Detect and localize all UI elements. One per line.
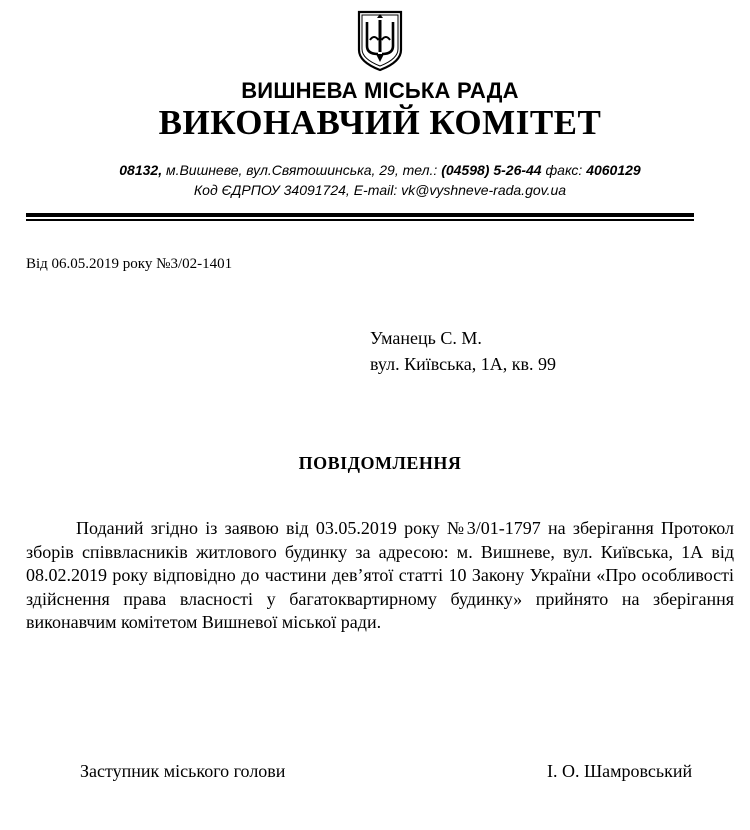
signer-position: Заступник міського голови — [80, 761, 286, 781]
committee-name: ВИКОНАВЧИЙ КОМІТЕТ — [158, 103, 602, 142]
notice-body: Поданий згідно із заявою від 03.05.2019 року №3/01-1797 на зберігання Протокол зборів співвласників житлового будинку за адресою: м. Вишневе, вул. Київська, 1А від 08.02.2019 року відповідно до частини дев’ятої статті 10 Закону України «Про особливості здійснення права власності у багатоквартирному будинку» прийнято на зберігання виконавчим комітетом Вишневої міської ради. — [26, 518, 734, 632]
header-divider-thick — [26, 213, 694, 217]
outgoing-reference: Від 06.05.2019 року №3/02-1401 — [26, 256, 233, 272]
signer-name: І. О. Шамровський — [547, 761, 693, 781]
addressee-name: Уманець С. М. — [370, 328, 482, 348]
header-divider-thin — [26, 219, 694, 221]
postal-address: м.Вишневе, вул.Святошинська, 29, тел.: — [165, 162, 438, 178]
contacts-line-2: Код ЄДРПОУ 34091724, E-mail: vk@vyshneve-rada.gov.ua — [193, 182, 567, 198]
contacts-line-1 — [0, 160, 750, 180]
phone-number: (04598) 5-26-44 — [441, 162, 542, 178]
addressee-block — [370, 325, 556, 377]
fax-number: 4060129 — [586, 162, 641, 178]
letterhead-contacts — [0, 160, 750, 200]
tryzub-coat-of-arms-icon — [356, 10, 404, 72]
fax-label: факс: — [545, 162, 583, 178]
document-title: ПОВІДОМЛЕННЯ — [298, 453, 462, 473]
addressee-address: вул. Київська, 1А, кв. 99 — [370, 354, 557, 374]
postal-code: 08132, — [119, 162, 163, 178]
council-name: ВИШНЕВА МІСЬКА РАДА — [241, 78, 519, 103]
